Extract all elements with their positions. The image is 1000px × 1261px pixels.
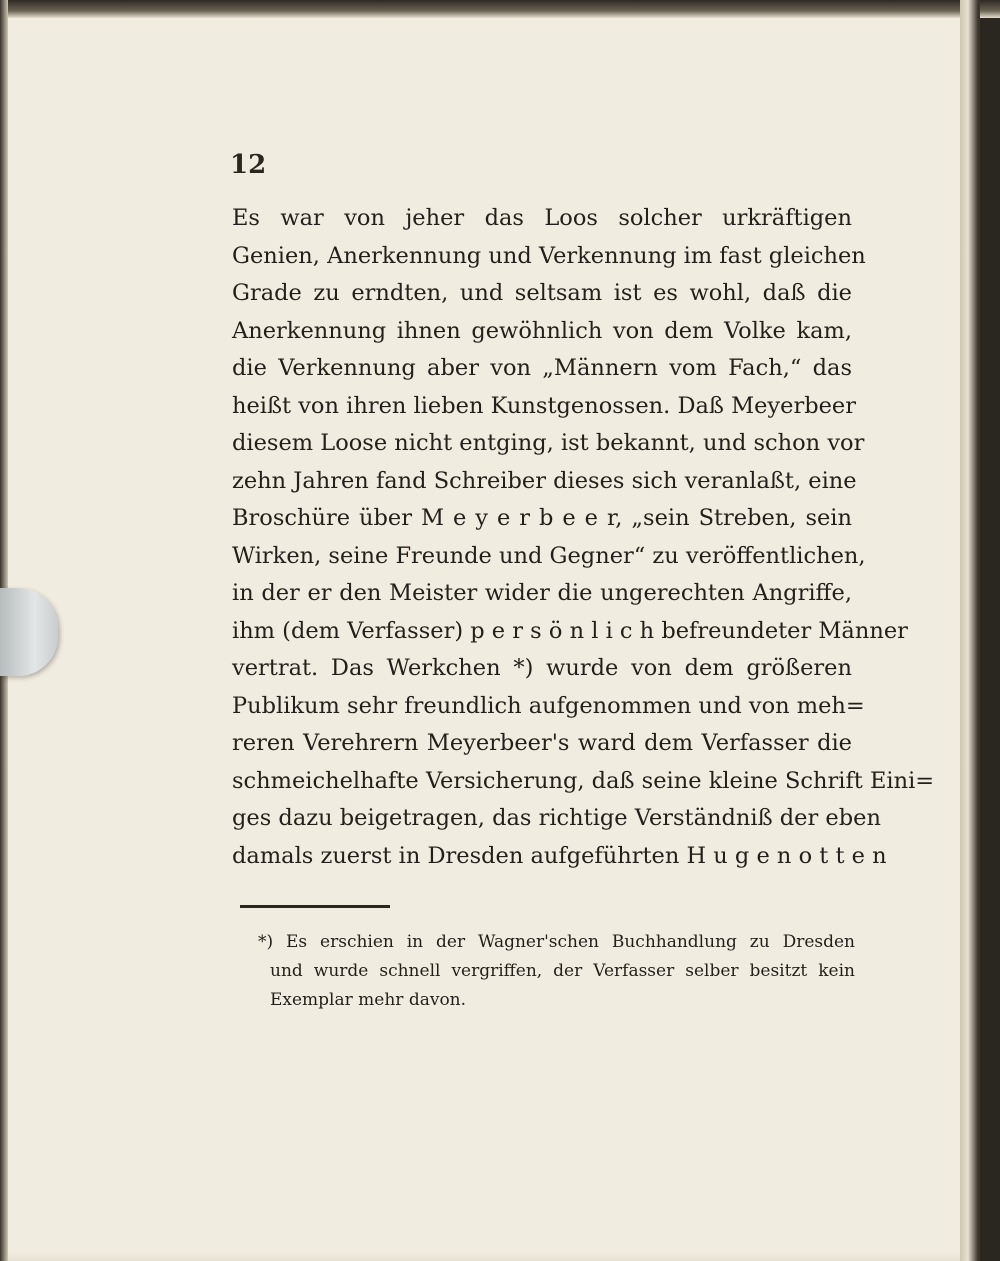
- scanner-clip: [0, 588, 58, 676]
- text-line: ihm (dem Verfasser) p e r s ö n l i c h befreundeter Männer: [232, 617, 908, 644]
- text-line: heißt von ihren lieben Kunstgenossen. Daß Meyerbeer: [232, 392, 857, 419]
- text-line: Broschüre über M e y e r b e e r, „sein Streben, sein: [232, 505, 852, 531]
- text-line: Publikum sehr freundlich aufgenommen und von meh=: [232, 692, 865, 719]
- body-text: [232, 200, 935, 875]
- text-line: reren Verehrern Meyerbeer's ward dem Verfasser die: [232, 730, 852, 756]
- text-line: zehn Jahren fand Schreiber dieses sich veranlaßt, eine: [232, 467, 857, 494]
- text-line: Anerkennung ihnen gewöhnlich von dem Volke kam,: [232, 317, 852, 344]
- footnote-line: Exemplar mehr davon.: [270, 990, 467, 1010]
- footnote: [258, 928, 855, 1015]
- text-line: ges dazu beigetragen, das richtige Verständniß der eben: [232, 805, 881, 831]
- text-line: Grade zu erndten, und seltsam ist es wohl, daß die: [232, 280, 852, 306]
- text-line: schmeichelhafte Versicherung, daß seine kleine Schrift Eini=: [232, 767, 935, 794]
- text-line: in der er den Meister wider die ungerechten Angriffe,: [232, 580, 852, 606]
- text-line: vertrat. Das Werkchen *) wurde von dem größeren: [232, 655, 852, 681]
- text-line: Genien, Anerkennung und Verkennung im fast gleichen: [232, 242, 866, 269]
- text-line: Es war von jeher das Loos solcher urkräftigen: [232, 205, 852, 231]
- page-right-edge: [960, 0, 980, 1261]
- page-number: 12: [230, 150, 267, 180]
- page-top-shadow: [0, 0, 1000, 18]
- text-line: die Verkennung aber von „Männern vom Fach,“ das: [232, 355, 852, 381]
- footnote-line: *) Es erschien in der Wagner'schen Buchhandlung zu Dresden: [258, 932, 855, 952]
- text-line: damals zuerst in Dresden aufgeführten H u g e n o t t e n: [232, 842, 887, 869]
- text-line: diesem Loose nicht entging, ist bekannt, und schon vor: [232, 430, 865, 456]
- footnote-line: und wurde schnell vergriffen, der Verfasser selber besitzt kein: [270, 961, 855, 981]
- text-line: Wirken, seine Freunde und Gegner“ zu veröffentlichen,: [232, 542, 866, 569]
- footnote-rule: [240, 905, 390, 908]
